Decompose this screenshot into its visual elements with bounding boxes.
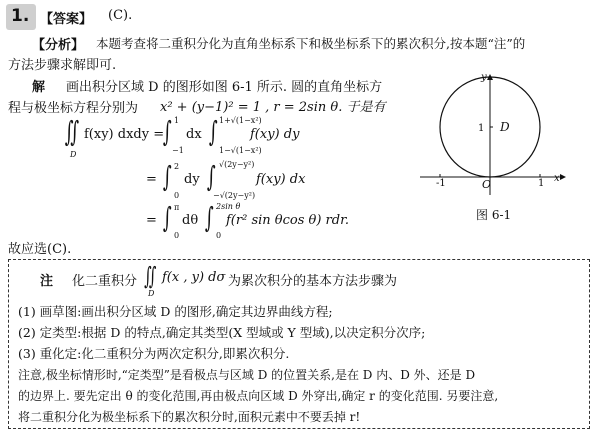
figure-region-label: D [500, 120, 510, 134]
lhs-integrand: f(xy) dxdy = [84, 127, 165, 142]
row1-outer-upper: 1 [174, 116, 180, 125]
row2-inner-upper: √(2y−y²) [219, 160, 255, 169]
row3-integrand: f(r² sin θcos θ) rdr. [226, 213, 349, 228]
answer-label: 【答案】 [40, 12, 93, 27]
analysis-label: 【分析】 [32, 38, 85, 53]
row2-inner-lower: −√(2y−y²) [213, 191, 256, 200]
note-remark-line1: 注意,极坐标情形时,“定类型”是看极点与区域 D 的位置关系,是在 D 内、D 外、还是 D [18, 368, 476, 382]
note-step1: (1) 画草图:画出积分区域 D 的图形,确定其边界曲线方程; [18, 304, 333, 319]
row1-outer-integral-sign: ∫ [162, 115, 172, 148]
double-integral-sign: ∬ [64, 115, 80, 148]
row3-inner-integral-sign: ∫ [204, 201, 214, 234]
row3-inner-upper: 2sin θ [216, 202, 241, 211]
figure-origin: O [482, 178, 492, 191]
answer-value: (C). [108, 8, 133, 23]
note-intro-integrand: f(x , y) dσ [162, 270, 226, 285]
row2-inner-integral-sign: ∫ [206, 160, 216, 193]
note-double-integral-sign: ∬ [144, 262, 157, 290]
figure-axis-x: x [554, 173, 560, 184]
figure-axis-y: y [481, 72, 487, 83]
note-intro-suffix: 为累次积分的基本方法步骤为 [228, 274, 398, 289]
question-number: 1. [11, 6, 30, 26]
row2-outer-upper: 2 [174, 162, 180, 171]
figure-caption: 图 6-1 [476, 208, 512, 222]
row3-outer-lower: 0 [174, 231, 180, 240]
row1-inner-integral-sign: ∫ [208, 115, 218, 148]
row1-inner-upper: 1+√(1−x²) [219, 116, 262, 125]
x-axis-arrow [560, 174, 566, 180]
figure-tick-pos1-x: 1 [538, 178, 545, 189]
note-integral-region: D [148, 289, 155, 298]
row2-integrand: f(xy) dx [256, 172, 306, 187]
note-remark-line3: 将二重积分化为极坐标系下的累次积分时,面积元素中不要丢掉 r! [18, 410, 361, 424]
circle-equations: x² + (y−1)² = 1 , r = 2sin θ. 于是有 [160, 100, 386, 115]
row1-integrand: f(xy) dy [250, 127, 300, 142]
solution-label: 解 [32, 80, 46, 95]
note-label: 注 [40, 274, 54, 289]
row3-inner-lower: 0 [216, 231, 222, 240]
row3-dtheta: dθ [182, 213, 199, 228]
row2-dy: dy [184, 172, 200, 187]
row1-dx: dx [186, 127, 202, 142]
row2-equals: = [146, 172, 157, 187]
note-intro-prefix: 化二重积分 [72, 274, 138, 289]
double-integral-region: D [70, 150, 77, 159]
note-step3: (3) 重化定:化二重积分为两次定积分,即累次积分. [18, 346, 290, 361]
row3-equals: = [146, 213, 157, 228]
row3-outer-integral-sign: ∫ [162, 201, 172, 234]
row3-outer-upper: π [174, 203, 180, 212]
row1-outer-lower: −1 [172, 146, 184, 155]
analysis-text-line1: 本题考查将二重积分化为直角坐标系下和极坐标系下的累次积分,按本题“注”的 [96, 36, 526, 51]
figure-tick-neg1: -1 [436, 178, 446, 189]
solution-line1: 画出积分区域 D 的图形如图 6-1 所示. 圆的直角坐标方 [66, 80, 383, 95]
analysis-text-line2: 方法步骤求解即可. [8, 58, 117, 73]
conclusion: 故应选(C). [8, 242, 72, 257]
solution-line2-prefix: 程与极坐标方程分别为 [8, 101, 139, 116]
note-step2: (2) 定类型:根据 D 的特点,确定其类型(X 型域或 Y 型域),以决定积分次序; [18, 325, 426, 340]
note-remark-line2: 的边界上. 要先定出 θ 的变化范围,再由极点向区域 D 外穿出,确定 r 的变化范围. 另要注意, [18, 389, 499, 403]
row1-inner-lower: 1−√(1−x²) [219, 146, 262, 155]
row2-outer-integral-sign: ∫ [162, 160, 172, 193]
row2-outer-lower: 0 [174, 191, 180, 200]
figure-tick-pos1-y: 1 [478, 123, 485, 134]
